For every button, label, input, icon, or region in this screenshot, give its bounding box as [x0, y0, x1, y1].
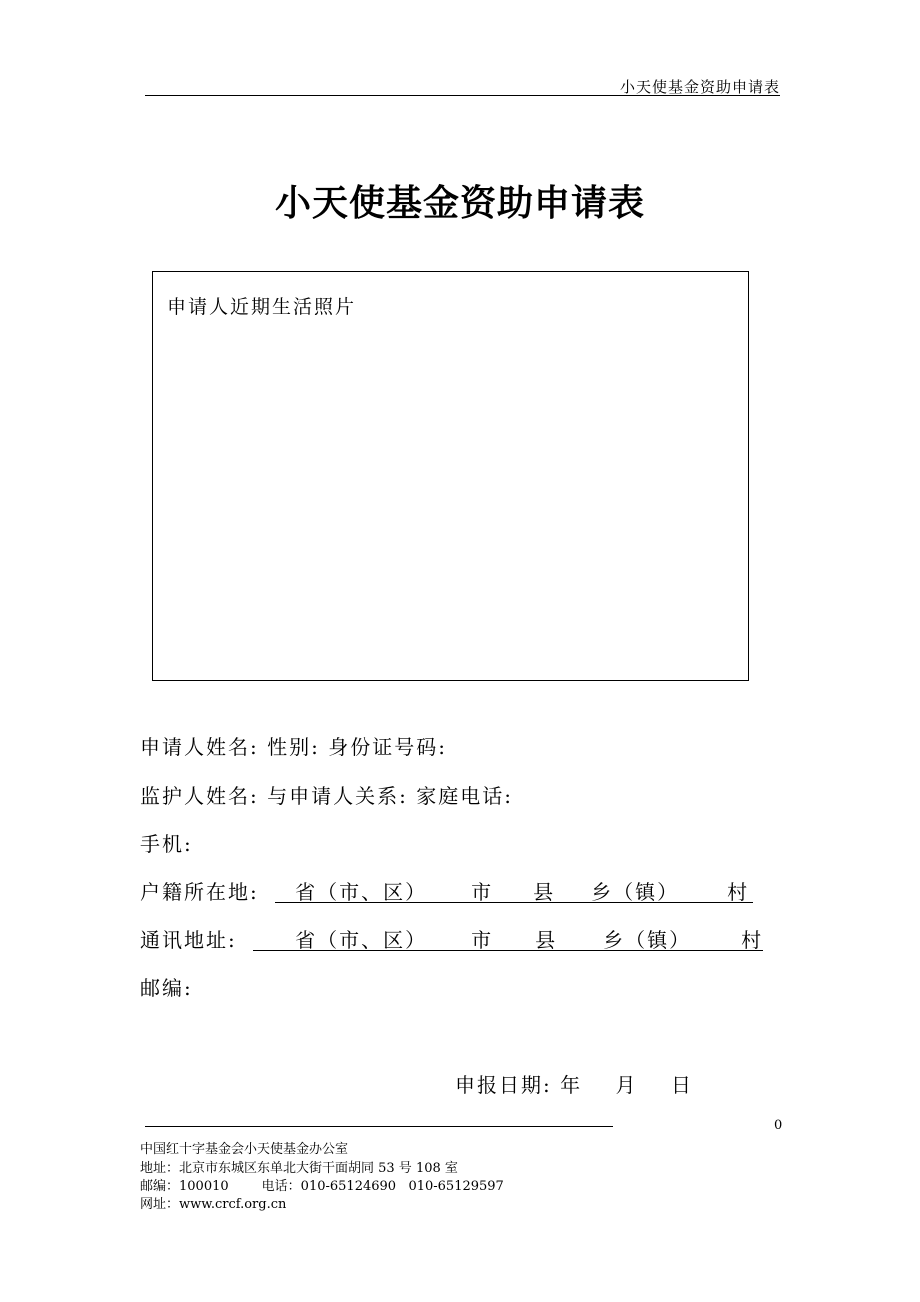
household-address-line[interactable]	[275, 876, 753, 903]
photo-box[interactable]	[152, 271, 749, 681]
page-number: 0	[774, 1118, 783, 1133]
mailing-county: 县	[535, 928, 558, 952]
photo-label: 申请人近期生活照片	[167, 296, 357, 318]
household-row	[140, 876, 753, 905]
page-title: 小天使基金资助申请表	[274, 183, 645, 224]
mailing-address-line[interactable]	[253, 924, 763, 951]
mailing-city: 市	[471, 928, 494, 952]
postcode-row: 邮编:	[140, 976, 193, 1000]
header-divider	[145, 95, 780, 96]
household-town: 乡（镇）	[591, 880, 680, 904]
household-province: 省（市、区）	[295, 880, 428, 904]
mailing-label: 通讯地址:	[140, 928, 237, 952]
guardian-info-row: 监护人姓名: 与申请人关系: 家庭电话:	[140, 784, 513, 808]
header-title: 小天使基金资助申请表	[619, 78, 780, 96]
household-label: 户籍所在地:	[140, 880, 259, 904]
footer-contact: 邮编：100010 电话：010-65124690 010-65129597	[140, 1179, 504, 1194]
mailing-town: 乡（镇）	[603, 928, 692, 952]
household-village: 村	[727, 880, 750, 904]
mailing-row	[140, 924, 763, 953]
household-city: 市	[471, 880, 494, 904]
mailing-province: 省（市、区）	[295, 928, 428, 952]
applicant-info-row: 申请人姓名: 性别: 身份证号码:	[140, 735, 447, 759]
footer-org: 中国红十字基金会小天使基金办公室	[140, 1142, 349, 1157]
household-county: 县	[533, 880, 556, 904]
apply-date-row: 申报日期: 年 月 日	[455, 1073, 693, 1097]
mailing-village: 村	[741, 928, 764, 952]
footer-divider	[145, 1126, 613, 1127]
footer-website: 网址：www.crcf.org.cn	[140, 1197, 287, 1212]
footer-address: 地址：北京市东城区东单北大街干面胡同 53 号 108 室	[140, 1161, 458, 1176]
mobile-row: 手机:	[140, 832, 193, 856]
